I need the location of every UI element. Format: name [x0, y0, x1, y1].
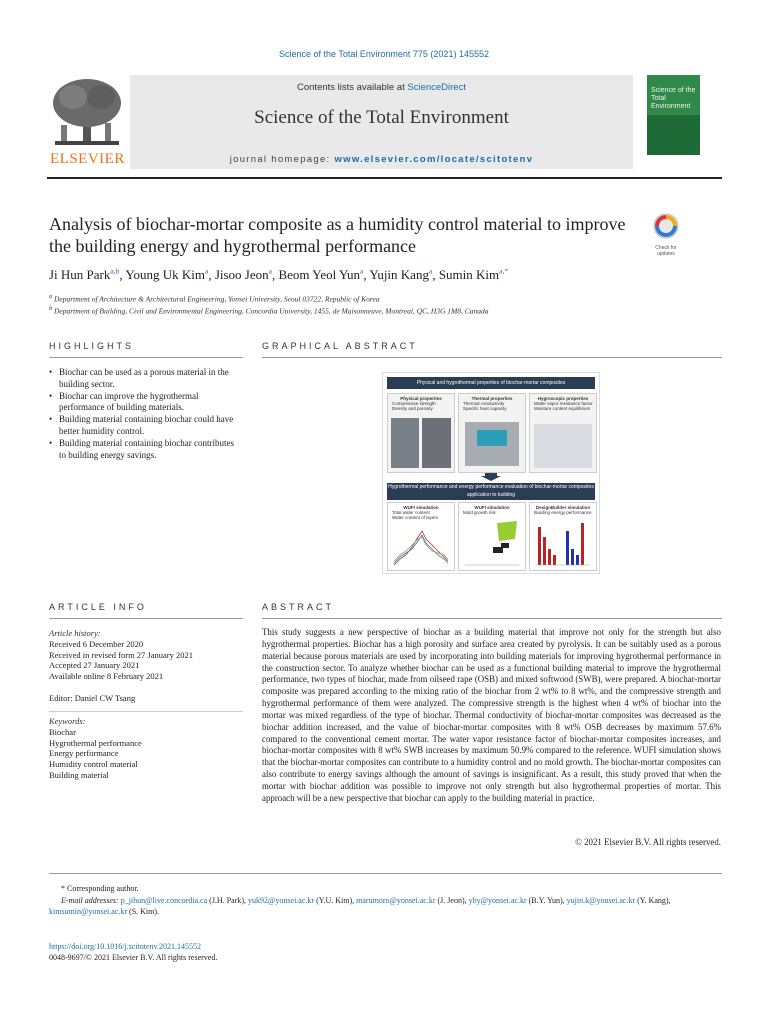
keywords-label: Keywords:	[49, 716, 86, 726]
contents-line	[130, 82, 633, 93]
ga-panel-title: Physical properties	[400, 396, 442, 401]
graphical-abstract-rule	[262, 357, 722, 358]
affiliation-a	[49, 293, 380, 304]
ga-bottom-band: Hygrothermal performance and energy performance evaluation of biochar-mortar composites application to building	[387, 483, 595, 500]
email-link[interactable]: marumoro@yonsei.ac.kr	[356, 895, 436, 905]
ga-panel-item: Compressive strength	[392, 401, 436, 406]
highlight-item: • Building material containing biochar contributes to building energy savings.	[49, 438, 243, 462]
ga-energy-bar-plot	[534, 519, 592, 567]
homepage-prefix: journal homepage:	[229, 154, 335, 165]
ga-panel-title: Thermal properties	[471, 396, 513, 401]
highlight-item: • Building material containing biochar could have better humidity control.	[49, 414, 243, 438]
email-owner: (S. Kim).	[129, 907, 160, 916]
history-entry: Accepted 27 January 2021	[49, 660, 140, 671]
author[interactable]	[215, 267, 272, 282]
email-line	[49, 895, 722, 907]
author-affil-mark: a,b	[110, 267, 120, 276]
contents-prefix: Contents lists available at	[297, 82, 408, 93]
history-entry: Available online 8 February 2021	[49, 671, 164, 682]
email-owner: (Y.U. Kim),	[316, 895, 355, 905]
email-link[interactable]: yby@yonsei.ac.kr	[468, 895, 527, 905]
ga-panel-title: Hygroscopic properties	[537, 396, 589, 401]
affil-mark: b	[49, 305, 53, 312]
ga-photo-compression-test	[391, 418, 419, 468]
author-name: Sumin Kim	[438, 267, 500, 283]
check-for-updates-badge[interactable]	[649, 212, 683, 257]
history-entry: Received in revised form 27 January 2021	[49, 649, 193, 660]
email-owner: (J.H. Park),	[209, 895, 247, 905]
footnote-rule	[49, 873, 722, 874]
ga-photo-humidity-chamber	[534, 424, 592, 468]
author-name: Young Uk Kim	[125, 267, 205, 283]
keywords	[49, 716, 243, 781]
journal-cover-image[interactable]	[647, 75, 700, 155]
publisher-wordmark: ELSEVIER	[50, 151, 125, 167]
email-link[interactable]: yujin.k@yonsei.ac.kr	[566, 895, 636, 905]
ga-panel-item: Thermal conductivity	[463, 401, 505, 406]
highlights-rule	[49, 357, 243, 358]
ga-panel-thermal	[458, 393, 526, 473]
email-owner: (B.Y. Yun),	[528, 895, 565, 905]
keyword: Energy performance	[49, 748, 119, 759]
copyright-line: © 2021 Elsevier B.V. All rights reserved.	[575, 837, 721, 847]
ga-panel-item: Water vapor resistance factor	[534, 401, 593, 406]
ga-panel-item: Mold growth risk	[463, 510, 496, 515]
doi-link[interactable]: https://doi.org/10.1016/j.scitotenv.2021.145552	[49, 942, 201, 951]
ga-panel-wufi-mold	[458, 502, 526, 571]
journal-reference[interactable]: Science of the Total Environment 775 (2021) 145552	[279, 49, 489, 59]
ga-panel-item: Specific heat capacity	[463, 406, 507, 411]
article-info-heading: ARTICLE INFO	[49, 602, 147, 612]
highlight-item: • Biochar can be used as a porous material in the building sector.	[49, 367, 243, 391]
highlight-item: • Biochar can improve the hygrothermal performance of building materials.	[49, 391, 243, 415]
ga-panel-physical	[387, 393, 455, 473]
homepage-line	[130, 154, 633, 165]
email-label: E-mail addresses:	[61, 895, 119, 905]
homepage-link[interactable]: www.elsevier.com/locate/scitotenv	[334, 154, 534, 165]
ga-panel-item: Water content of layers	[392, 515, 439, 520]
email-link[interactable]: yuk92@yonsei.ac.kr	[248, 895, 315, 905]
highlights-list	[49, 367, 243, 461]
author[interactable]	[125, 267, 208, 282]
email-link[interactable]: kimsumin@yonsei.ac.kr	[49, 907, 128, 916]
ga-panel-wufi-water	[387, 502, 455, 571]
keyword: Building material	[49, 769, 109, 780]
article-history	[49, 628, 243, 682]
ga-mold-growth-plot	[463, 519, 521, 567]
keyword: Biochar	[49, 726, 76, 737]
affil-text: Department of Building, Civil and Environmental Engineering, Concordia University, 1455, de Maisonneuve, Montreal, QC, H3G 1M8, Canada	[54, 306, 489, 316]
down-arrow-icon	[481, 473, 501, 481]
graphical-abstract-figure[interactable]	[382, 372, 600, 574]
ga-panel-item: Total water content	[392, 510, 430, 515]
check-updates-label: Check for updates	[655, 245, 677, 257]
history-label: Article history:	[49, 628, 101, 638]
cover-graphic	[647, 115, 700, 155]
ga-panel-item: Density and porosity	[392, 406, 433, 411]
article-title: Analysis of biochar-mortar composite as a humidity control material to improve the building energy and hygrothermal performance	[49, 214, 626, 256]
history-entry: Received 6 December 2020	[49, 638, 144, 649]
ga-panel-hygroscopic	[529, 393, 597, 473]
author-affil-mark: a	[268, 267, 272, 276]
tree-icon	[47, 75, 127, 151]
masthead	[47, 75, 722, 175]
author-affil-mark: a	[360, 267, 364, 276]
keyword: Humidity control material	[49, 759, 138, 770]
email-link[interactable]: p_jihun@live.concordia.ca	[120, 895, 208, 905]
keywords-rule	[49, 711, 243, 712]
corresponding-note: * Corresponding author.	[61, 884, 139, 893]
abstract-heading: ABSTRACT	[262, 602, 335, 612]
doi-block	[49, 941, 217, 963]
footnotes	[49, 883, 722, 918]
affiliation-b	[49, 305, 489, 316]
header-rule	[47, 177, 722, 179]
ga-panel-item: Building energy performance	[534, 510, 592, 515]
author-affil-mark: a	[204, 267, 209, 276]
author[interactable]	[49, 267, 119, 282]
affil-text: Department of Architecture & Architectural Engineering, Yonsei University, Seoul 03722, Republic of Korea	[54, 294, 380, 304]
affil-mark: a	[49, 293, 53, 300]
email-owner: (Y. Kang),	[637, 895, 671, 905]
author-name: Beom Yeol Yun	[278, 267, 360, 283]
author-list: Ji Hun Park$^{a,b}$, Young Uk Kim$^a$, Jisoo Jeon$^a$, Beom Yeol Yun$^a$, Yujin Kang$^a$, Sumin Kim$^{a,*}$	[49, 267, 509, 283]
journal-name: Science of the Total Environment	[254, 107, 509, 128]
author[interactable]	[439, 267, 508, 282]
author-affil-mark: a,*	[499, 267, 509, 276]
email-owner: (J. Jeon),	[437, 895, 467, 905]
ga-top-band: Physical and hygrothermal properties of biochar-mortar composites	[387, 377, 595, 389]
ga-panel-designbuilder	[529, 502, 597, 571]
journal-banner	[130, 75, 633, 169]
author-name: Yujin Kang	[369, 267, 429, 283]
keyword: Hygrothermal performance	[49, 737, 142, 748]
sciencedirect-link[interactable]: ScienceDirect	[407, 82, 466, 93]
author[interactable]	[369, 267, 432, 282]
graphical-abstract-heading: GRAPHICAL ABSTRACT	[262, 341, 418, 351]
article-info-rule	[49, 618, 243, 619]
highlights-heading: HIGHLIGHTS	[49, 341, 135, 351]
email-line-2	[49, 906, 722, 918]
ga-water-content-plot	[392, 525, 450, 567]
elsevier-tree-logo	[47, 75, 127, 169]
author[interactable]	[278, 267, 363, 282]
abstract-rule	[262, 618, 722, 619]
editor: Editor: Daniel CW Tsang	[49, 693, 136, 703]
ga-panel-item: Moisture content equilibrium	[534, 406, 591, 411]
cover-title: Science of the Total Environment	[651, 87, 696, 110]
check-updates-icon	[649, 212, 683, 240]
issn-line: 0048-9697/© 2021 Elsevier B.V. All rights reserved.	[49, 953, 218, 962]
ga-panel-title: WUFI simulation	[474, 505, 510, 510]
ga-photo-compression-test	[422, 418, 451, 468]
author-name: Ji Hun Park	[49, 267, 111, 283]
author-name: Jisoo Jeon	[214, 267, 269, 283]
ga-photo-analyzer-screen	[477, 430, 507, 446]
author-affil-mark: a	[428, 267, 433, 276]
ga-panel-title: DesignBuilder simulation	[535, 505, 591, 510]
ga-panel-title: WUFI simulation	[403, 505, 439, 510]
abstract-text: This study suggests a new perspective of biochar as a building material that improve not only for the strength but also hygrothermal properties. Biochar has a high porosity and surface area created by pyrolysis. It can be suitably used as a porous material because porous materials are used by incorporating into building materials for improving hygrothermal performance in the construction sector. To analyze whether biochar can be used as a functional building material to improve the hygrothermal performance, two types of biochar, made from oilseed rape (OSB) and mixed softwood (SWB), were prepared. A biochar-mortar composite was prepared according to the mixing ratio of the biochar from 2 wt% to 8 wt%, and the compressive strength and hygrothermal performance of them were analyzed. The compressive strength is the highest when 4 wt% of biochar into the mortar was mixed regardless of the type of biochar. Thermal conductivity of biochar-mortar composites was decreased as the biochar addition increased, and the value of biochar-mortar composites with 8 wt% OSB decreases by maximum 57.6% compared to the conventional cement mortar. The water vapor resistance factor of biochar-mortar composites increases, and biochar-mortar composites with 8 wt% SWB increases by maximum 50.9% compared to the reference. WUFI simulation shows that the biochar-mortar composites can contribute to a humidity control and no mold growth. The biochar-mortar composites can also contribute to energy savings although the amount of savings is insignificant. As a result, this study proved that when the mortar with biochar addition was possible to improve not only strength but also hygrothermal properties of mortar. This approach will be a new perspective that biochar can apply to the building material in practice.	[262, 627, 721, 803]
